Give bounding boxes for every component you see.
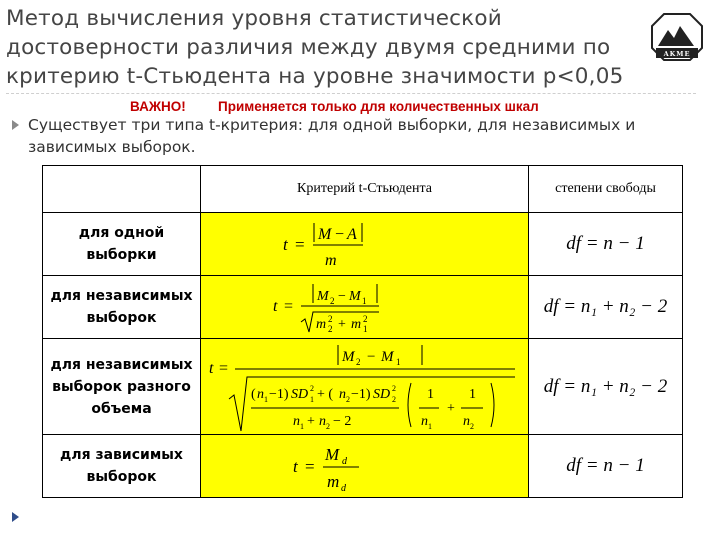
svg-text:1: 1 xyxy=(469,387,476,402)
svg-text:+: + xyxy=(307,414,315,429)
svg-text:1: 1 xyxy=(396,357,401,367)
svg-text:− 2: − 2 xyxy=(333,414,352,429)
header-criterion: Критерий t-Стьюдента xyxy=(201,166,529,213)
svg-text:d: d xyxy=(341,483,346,494)
important-label: ВАЖНО! xyxy=(130,99,186,114)
svg-text:1: 1 xyxy=(300,422,304,431)
svg-text:SD: SD xyxy=(291,387,309,402)
svg-text:1: 1 xyxy=(310,395,314,404)
table-header-row xyxy=(43,166,683,213)
svg-text:n: n xyxy=(293,414,300,429)
row-label-independent: для независимых выборок xyxy=(43,276,201,339)
df-independent-unequal: df = n₁ + n₂ − 2 xyxy=(529,339,683,435)
slide-title xyxy=(6,4,646,91)
svg-text:m: m xyxy=(325,252,337,269)
svg-text:n: n xyxy=(257,387,264,402)
svg-text:2: 2 xyxy=(330,296,335,306)
svg-text:=: = xyxy=(219,360,229,377)
svg-text:+: + xyxy=(338,317,346,332)
svg-text:2: 2 xyxy=(363,314,368,324)
svg-text:M: M xyxy=(381,349,394,365)
row-label-independent-unequal: для независимых выборок разного объема xyxy=(43,339,201,435)
svg-text:A: A xyxy=(347,226,357,243)
svg-text:2: 2 xyxy=(310,384,314,393)
t-test-table xyxy=(42,165,683,498)
df-dependent: df = n − 1 xyxy=(529,435,683,498)
svg-text:M: M xyxy=(318,226,332,243)
svg-text:2: 2 xyxy=(392,395,396,404)
svg-text:t: t xyxy=(273,298,278,315)
svg-text:n: n xyxy=(339,387,346,402)
svg-text:2: 2 xyxy=(328,324,333,334)
svg-text:−: − xyxy=(338,289,346,304)
formula-one-sample xyxy=(201,213,529,276)
svg-text:=: = xyxy=(305,457,315,476)
svg-text:+: + xyxy=(447,401,455,416)
svg-text:+ (: + ( xyxy=(317,387,334,402)
next-arrow-icon[interactable] xyxy=(12,512,19,522)
svg-text:n: n xyxy=(319,414,326,429)
title-divider xyxy=(6,93,696,94)
svg-text:=: = xyxy=(295,235,305,254)
logo-text: AKME xyxy=(663,50,691,58)
formula-independent-unequal xyxy=(201,339,529,435)
svg-text:M: M xyxy=(349,289,361,304)
header-degrees-of-freedom: степени свободы xyxy=(529,166,683,213)
svg-text:−: − xyxy=(335,226,345,243)
svg-text:n: n xyxy=(463,414,470,429)
svg-text:m: m xyxy=(327,472,340,491)
svg-text:(: ( xyxy=(251,387,256,402)
svg-text:2: 2 xyxy=(392,384,396,393)
svg-text:2: 2 xyxy=(326,422,330,431)
svg-text:2: 2 xyxy=(356,357,361,367)
svg-text:m: m xyxy=(351,317,362,332)
title-line-3: критерию t-Стьюдента на уровне значимости p<0,05 xyxy=(6,64,624,89)
svg-text:M: M xyxy=(342,349,355,365)
table-row xyxy=(43,276,683,339)
svg-text:=: = xyxy=(284,298,294,315)
important-text: Применяется только для количественных шкал xyxy=(218,99,539,114)
svg-text:1: 1 xyxy=(363,324,368,334)
svg-text:1: 1 xyxy=(428,422,432,431)
table-row xyxy=(43,339,683,435)
svg-text:2: 2 xyxy=(346,395,350,404)
svg-text:n: n xyxy=(421,414,428,429)
bullet-text: Существует три типа t-критерия: для одной выборки, для независимых и зависимых выборок. xyxy=(28,116,636,156)
table-row xyxy=(43,213,683,276)
formula-independent xyxy=(201,276,529,339)
svg-text:−: − xyxy=(367,349,376,365)
title-line-1: Метод вычисления уровня статистической xyxy=(6,6,502,31)
bullet-arrow-icon xyxy=(12,120,19,130)
df-one-sample: df = n − 1 xyxy=(529,213,683,276)
svg-text:1: 1 xyxy=(264,395,268,404)
svg-text:2: 2 xyxy=(470,422,474,431)
title-line-2: достоверности различия между двумя средними по xyxy=(6,35,611,60)
svg-text:2: 2 xyxy=(328,314,333,324)
svg-text:SD: SD xyxy=(373,387,391,402)
header-empty-cell xyxy=(43,166,201,213)
df-independent: df = n₁ + n₂ − 2 xyxy=(529,276,683,339)
svg-text:−1): −1) xyxy=(351,387,371,402)
svg-text:M: M xyxy=(317,289,329,304)
svg-text:M: M xyxy=(325,445,340,464)
akme-logo xyxy=(650,12,704,62)
svg-text:−1): −1) xyxy=(269,387,289,402)
svg-text:1: 1 xyxy=(362,296,367,306)
svg-text:t: t xyxy=(209,360,214,377)
row-label-dependent: для зависимых выборок xyxy=(43,435,201,498)
row-label-one-sample: для одной выборки xyxy=(43,213,201,276)
svg-text:1: 1 xyxy=(427,387,434,402)
formula-dependent xyxy=(201,435,529,498)
svg-text:t: t xyxy=(293,457,298,476)
svg-text:m: m xyxy=(316,317,327,332)
table-row xyxy=(43,435,683,498)
svg-text:t: t xyxy=(283,235,288,254)
svg-text:d: d xyxy=(342,456,347,467)
